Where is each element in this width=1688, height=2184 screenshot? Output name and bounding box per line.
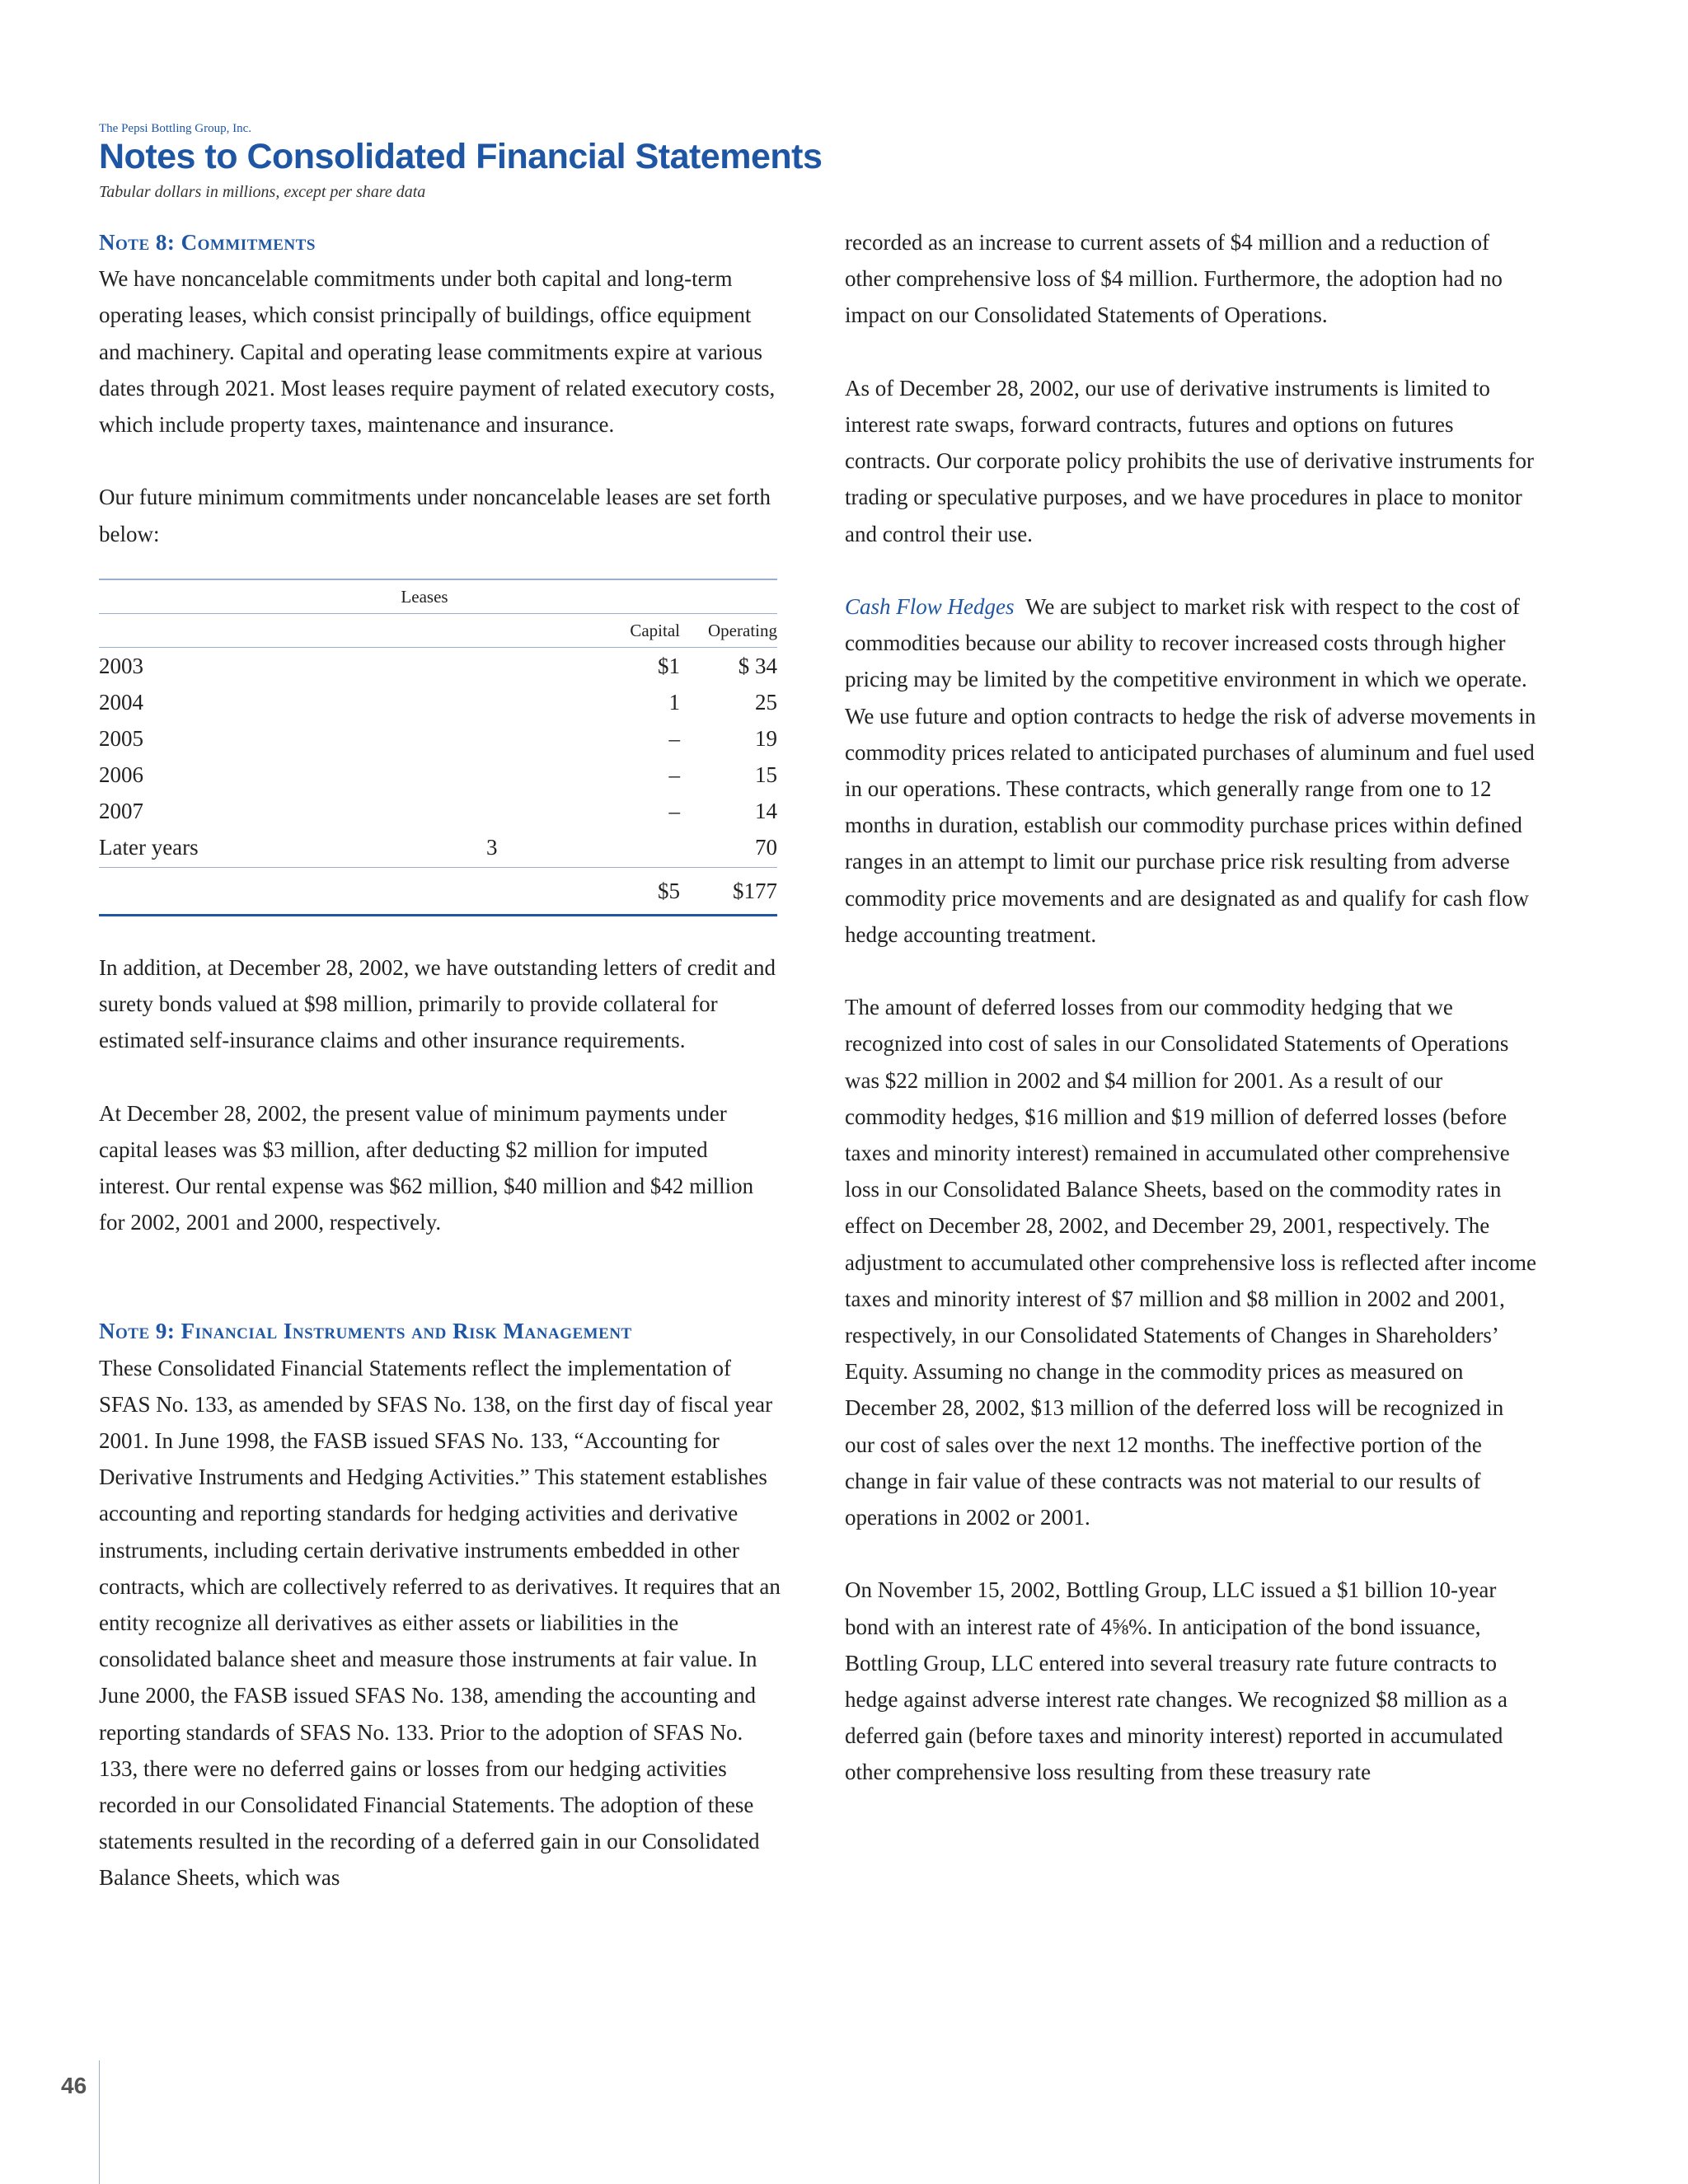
table-body [99,648,777,865]
row-capital: – [668,798,680,823]
row-label: Later years [99,834,199,860]
row-operating: 15 [755,762,777,787]
row-capital: $1 [658,653,680,678]
table-row [99,829,777,865]
row-label: 2006 [99,762,143,787]
note8-paragraph-4: At December 28, 2002, the present value of minimum payments under capital leases was $3 million, after deducting $2 million for imputed interest. Our rental expense was $62 million, $40 million and $42 million for 2002, 2001 and 2000, respectively. [99,1100,754,1235]
table-total-row [99,867,777,916]
table-group-header: Leases [401,586,448,607]
row-capital: – [668,725,680,751]
right-paragraph-2: As of December 28, 2002, our use of derivative instruments is limited to interest rate swaps, forward contracts, futures and options on futures contracts. Our corporate policy prohibits the use of derivative instruments for trading or speculative purposes, and we have procedures in place to monitor and control their use. [845,375,1535,546]
page-title: Notes to Consolidated Financial Statements [99,137,823,176]
right-column [845,224,1537,1791]
row-operating: 70 [755,834,777,860]
table-column-headers [99,614,777,648]
total-operating: $177 [733,878,777,903]
row-label: 2005 [99,725,143,751]
row-label: 2004 [99,689,143,715]
cash-flow-hedges-paragraph [845,588,1537,953]
note9-paragraph-1: These Consolidated Financial Statements reflect the implementation of SFAS No. 133, as amended by SFAS No. 138, on the first day of fiscal year 2001. In June 1998, the FASB issued SFAS No. 133, “Accounting for Derivative Instruments and Hedging Activities.” This statement establishes accounting and reporting standards for hedging activities and derivative instruments, including certain derivative instruments embedded in other contracts, which are collectively referred to as derivatives. It requires that an entity recognize all derivatives as either assets or liabilities in the consolidated balance sheet and measure those instruments at fair value. In June 2000, the FASB issued SFAS No. 138, amending the accounting and reporting standards of SFAS No. 133. Prior to the adoption of SFAS No. 133, there were no deferred gains or losses from our hedging activities recorded in our Consolidated Financial Statements. The adoption of these statements resulted in the recording of a deferred gain in our Consolidated Balance Sheets, which was [99,1355,781,1891]
column-header-capital: Capital [630,620,680,640]
row-operating: 14 [755,798,777,823]
note8-paragraph-3: In addition, at December 28, 2002, we have outstanding letters of credit and surety bonds valued at $98 million, primarily to provide collateral for estimated self-insurance claims and other insurance requirements. [99,954,776,1053]
page-margin-rule [99,2060,100,2184]
right-paragraph-4: The amount of deferred losses from our commodity hedging that we recognized into cost of sales in our Consolidated Statements of Operations was $22 million in 2002 and $4 million for 2001. As a result of our commodity hedges, $16 million and $19 million of deferred losses (before taxes and minority interest) remained in accumulated other comprehensive loss in our Consolidated Balance Sheets, based on the commodity rates in effect on December 28, 2002, and December 29, 2001, respectively. The adjustment to accumulated other comprehensive loss is reflected after income taxes and minority interest of $7 million and $8 million in 2002 and 2001, respectively, in our Consolidated Statements of Changes in Shareholders’ Equity. Assuming no change in the commodity prices as measured on December 28, 2002, $13 million of the deferred loss will be recognized in our cost of sales over the next 12 months. The ineffective portion of the change in fair value of these contracts was not material to our results of operations in 2002 or 2001. [845,995,1536,1530]
row-operating: 19 [755,725,777,751]
total-capital: $5 [658,878,680,903]
row-capital: 1 [668,689,680,715]
note8-heading: Note 8: Commitments [99,230,316,255]
lease-commitments-table [99,579,777,916]
company-name: The Pepsi Bottling Group, Inc. [99,122,251,135]
right-paragraph-1: recorded as an increase to current assets of $4 million and a reduction of other comprehensive loss of $4 million. Furthermore, the adoption had no impact on our Consolidated Statements of Operations. [845,230,1503,328]
note8-paragraph-1: We have noncancelable commitments under both capital and long-term operating leases, which consist principally of buildings, office equipment and machinery. Capital and operating lease commitments expire at various dates through 2021. Most leases require payment of related executory costs, which include property taxes, maintenance and insurance. [99,266,776,438]
note9-heading: Note 9: Financial Instruments and Risk Management [99,1319,632,1344]
table-row [99,720,777,757]
left-column [99,224,783,1896]
right-paragraph-3: We are subject to market risk with respect to the cost of commodities because our ability to recover increased costs through higher pricing may be limited by the competitive environment in which we operate. We use future and option contracts to hedge the risk of adverse movements in commodity prices related to anticipated purchases of aluminum and fuel used in our operations. These contracts, which generally range from one to 12 months in duration, establish our commodity purchase prices within defined ranges in an attempt to limit our purchase price risk resulting from adverse commodity price movements and are designated as and qualify for cash flow hedge accounting treatment. [845,594,1536,947]
row-label: 2003 [99,653,143,678]
right-paragraph-5: On November 15, 2002, Bottling Group, LLC issued a $1 billion 10-year bond with an interest rate of 4⅝%. In anticipation of the bond issuance, Bottling Group, LLC entered into several treasury rate future contracts to hedge against adverse interest rate changes. We recognized $8 million as a deferred gain (before taxes and minority interest) reported in accumulated other comprehensive loss resulting from these treasury rate [845,1577,1508,1785]
page-subtitle: Tabular dollars in millions, except per share data [99,183,426,201]
page-number: 46 [61,2073,87,2098]
table-row [99,648,777,684]
row-operating: 25 [755,689,777,715]
row-mid-value: 3 [486,834,498,860]
cash-flow-hedges-label: Cash Flow Hedges [845,594,1015,619]
table-row [99,793,777,829]
row-operating: $ 34 [738,653,777,678]
column-header-operating: Operating [708,620,777,640]
row-label: 2007 [99,798,143,823]
note8-paragraph-2: Our future minimum commitments under noncancelable leases are set forth below: [99,485,771,546]
row-capital: – [668,762,680,787]
table-row [99,684,777,720]
table-row [99,757,777,793]
